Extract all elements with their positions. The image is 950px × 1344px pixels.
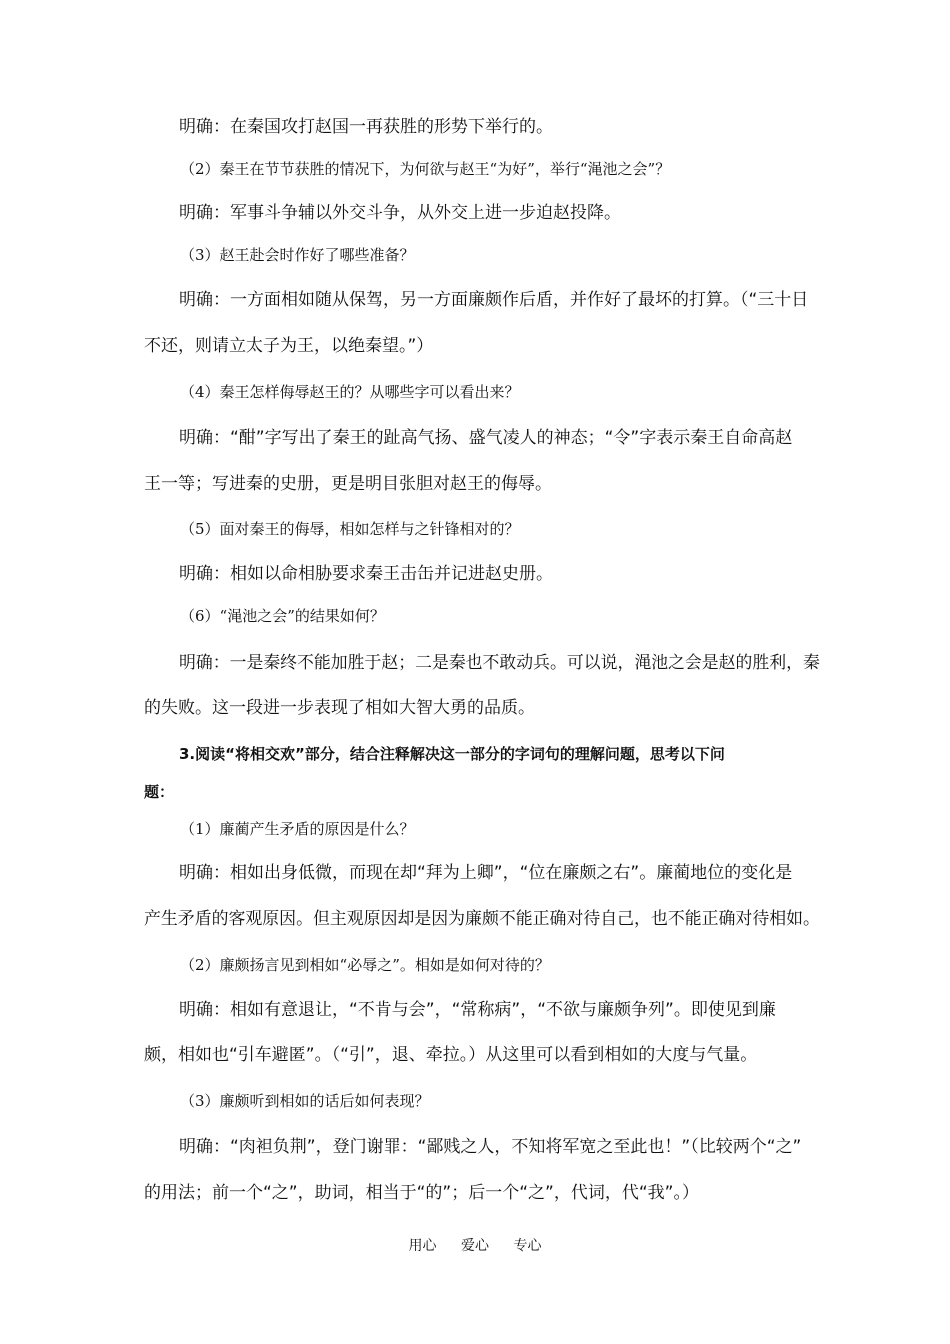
answer-line-continued: 的失败。这一段进一步表现了相如大智大勇的品质。 — [144, 698, 535, 718]
answer-line: 明确：在秦国攻打赵国一再获胜的形势下举行的。 — [179, 117, 553, 137]
answer-line: 明确：军事斗争辅以外交斗争，从外交上进一步迫赵投降。 — [179, 203, 621, 223]
answer-line: 明确：“酣”字写出了秦王的趾高气扬、盛气凌人的神态；“令”字表示秦王自命高赵 — [179, 428, 793, 448]
footer-text: 爱心 — [461, 1238, 489, 1254]
answer-line-continued: 产生矛盾的客观原因。但主观原因却是因为廉颇不能正确对待自己，也不能正确对待相如。 — [144, 909, 820, 929]
question-line: （2）廉颇扬言见到相如“必辱之”。相如是如何对待的？ — [180, 956, 550, 974]
question-line: （2）秦王在节节获胜的情况下，为何欲与赵王“为好”，举行“渑池之会”？ — [180, 160, 671, 178]
answer-line-continued: 王一等；写进秦的史册，更是明目张胆对赵王的侮辱。 — [144, 474, 552, 494]
question-line: （4）秦王怎样侮辱赵王的？从哪些字可以看出来？ — [180, 383, 520, 401]
answer-line: 明确：一是秦终不能加胜于赵；二是秦也不敢动兵。可以说，渑池之会是赵的胜利，秦 — [179, 653, 820, 673]
footer-text: 专心 — [513, 1238, 542, 1254]
section-heading: 3.阅读“将相交欢”部分，结合注释解决这一部分的字词句的理解问题，思考以下问 — [179, 745, 725, 763]
answer-line-continued: 的用法；前一个“之”，助词，相当于“的”；后一个“之”，代词，代“我”。） — [144, 1183, 699, 1203]
question-line: （3）廉颇听到相如的话后如何表现？ — [180, 1092, 430, 1110]
answer-line: 明确：相如出身低微，而现在却“拜为上卿”，“位在廉颇之右”。廉蔺地位的变化是 — [179, 863, 793, 883]
answer-line: 明确：相如以命相胁要求秦王击缶并记进赵史册。 — [179, 564, 553, 584]
question-line: （6）“渑池之会”的结果如何？ — [180, 607, 385, 625]
question-line: （3）赵王赴会时作好了哪些准备？ — [180, 246, 415, 264]
section-heading-continued: 题： — [144, 783, 175, 801]
answer-line-continued: 不还，则请立太子为王，以绝秦望。”） — [144, 336, 434, 356]
question-line: （5）面对秦王的侮辱，相如怎样与之针锋相对的？ — [180, 520, 520, 538]
footer-text: 用心 — [408, 1238, 437, 1254]
answer-line-continued: 颇，相如也“引车避匿”。（“引”，退、牵拉。）从这里可以看到相如的大度与气量。 — [144, 1045, 758, 1065]
answer-line: 明确：相如有意退让，“不肯与会”，“常称病”，“不欲与廉颇争列”。即使见到廉 — [179, 1000, 776, 1020]
page-footer — [0, 1235, 950, 1255]
answer-line: 明确：一方面相如随从保驾，另一方面廉颇作后盾，并作好了最坏的打算。（“三十日 — [179, 290, 809, 310]
question-line: （1）廉蔺产生矛盾的原因是什么？ — [180, 820, 415, 838]
answer-line: 明确：“肉袒负荆”，登门谢罪：“鄙贱之人，不知将军宽之至此也！”（比较两个“之” — [179, 1137, 802, 1157]
